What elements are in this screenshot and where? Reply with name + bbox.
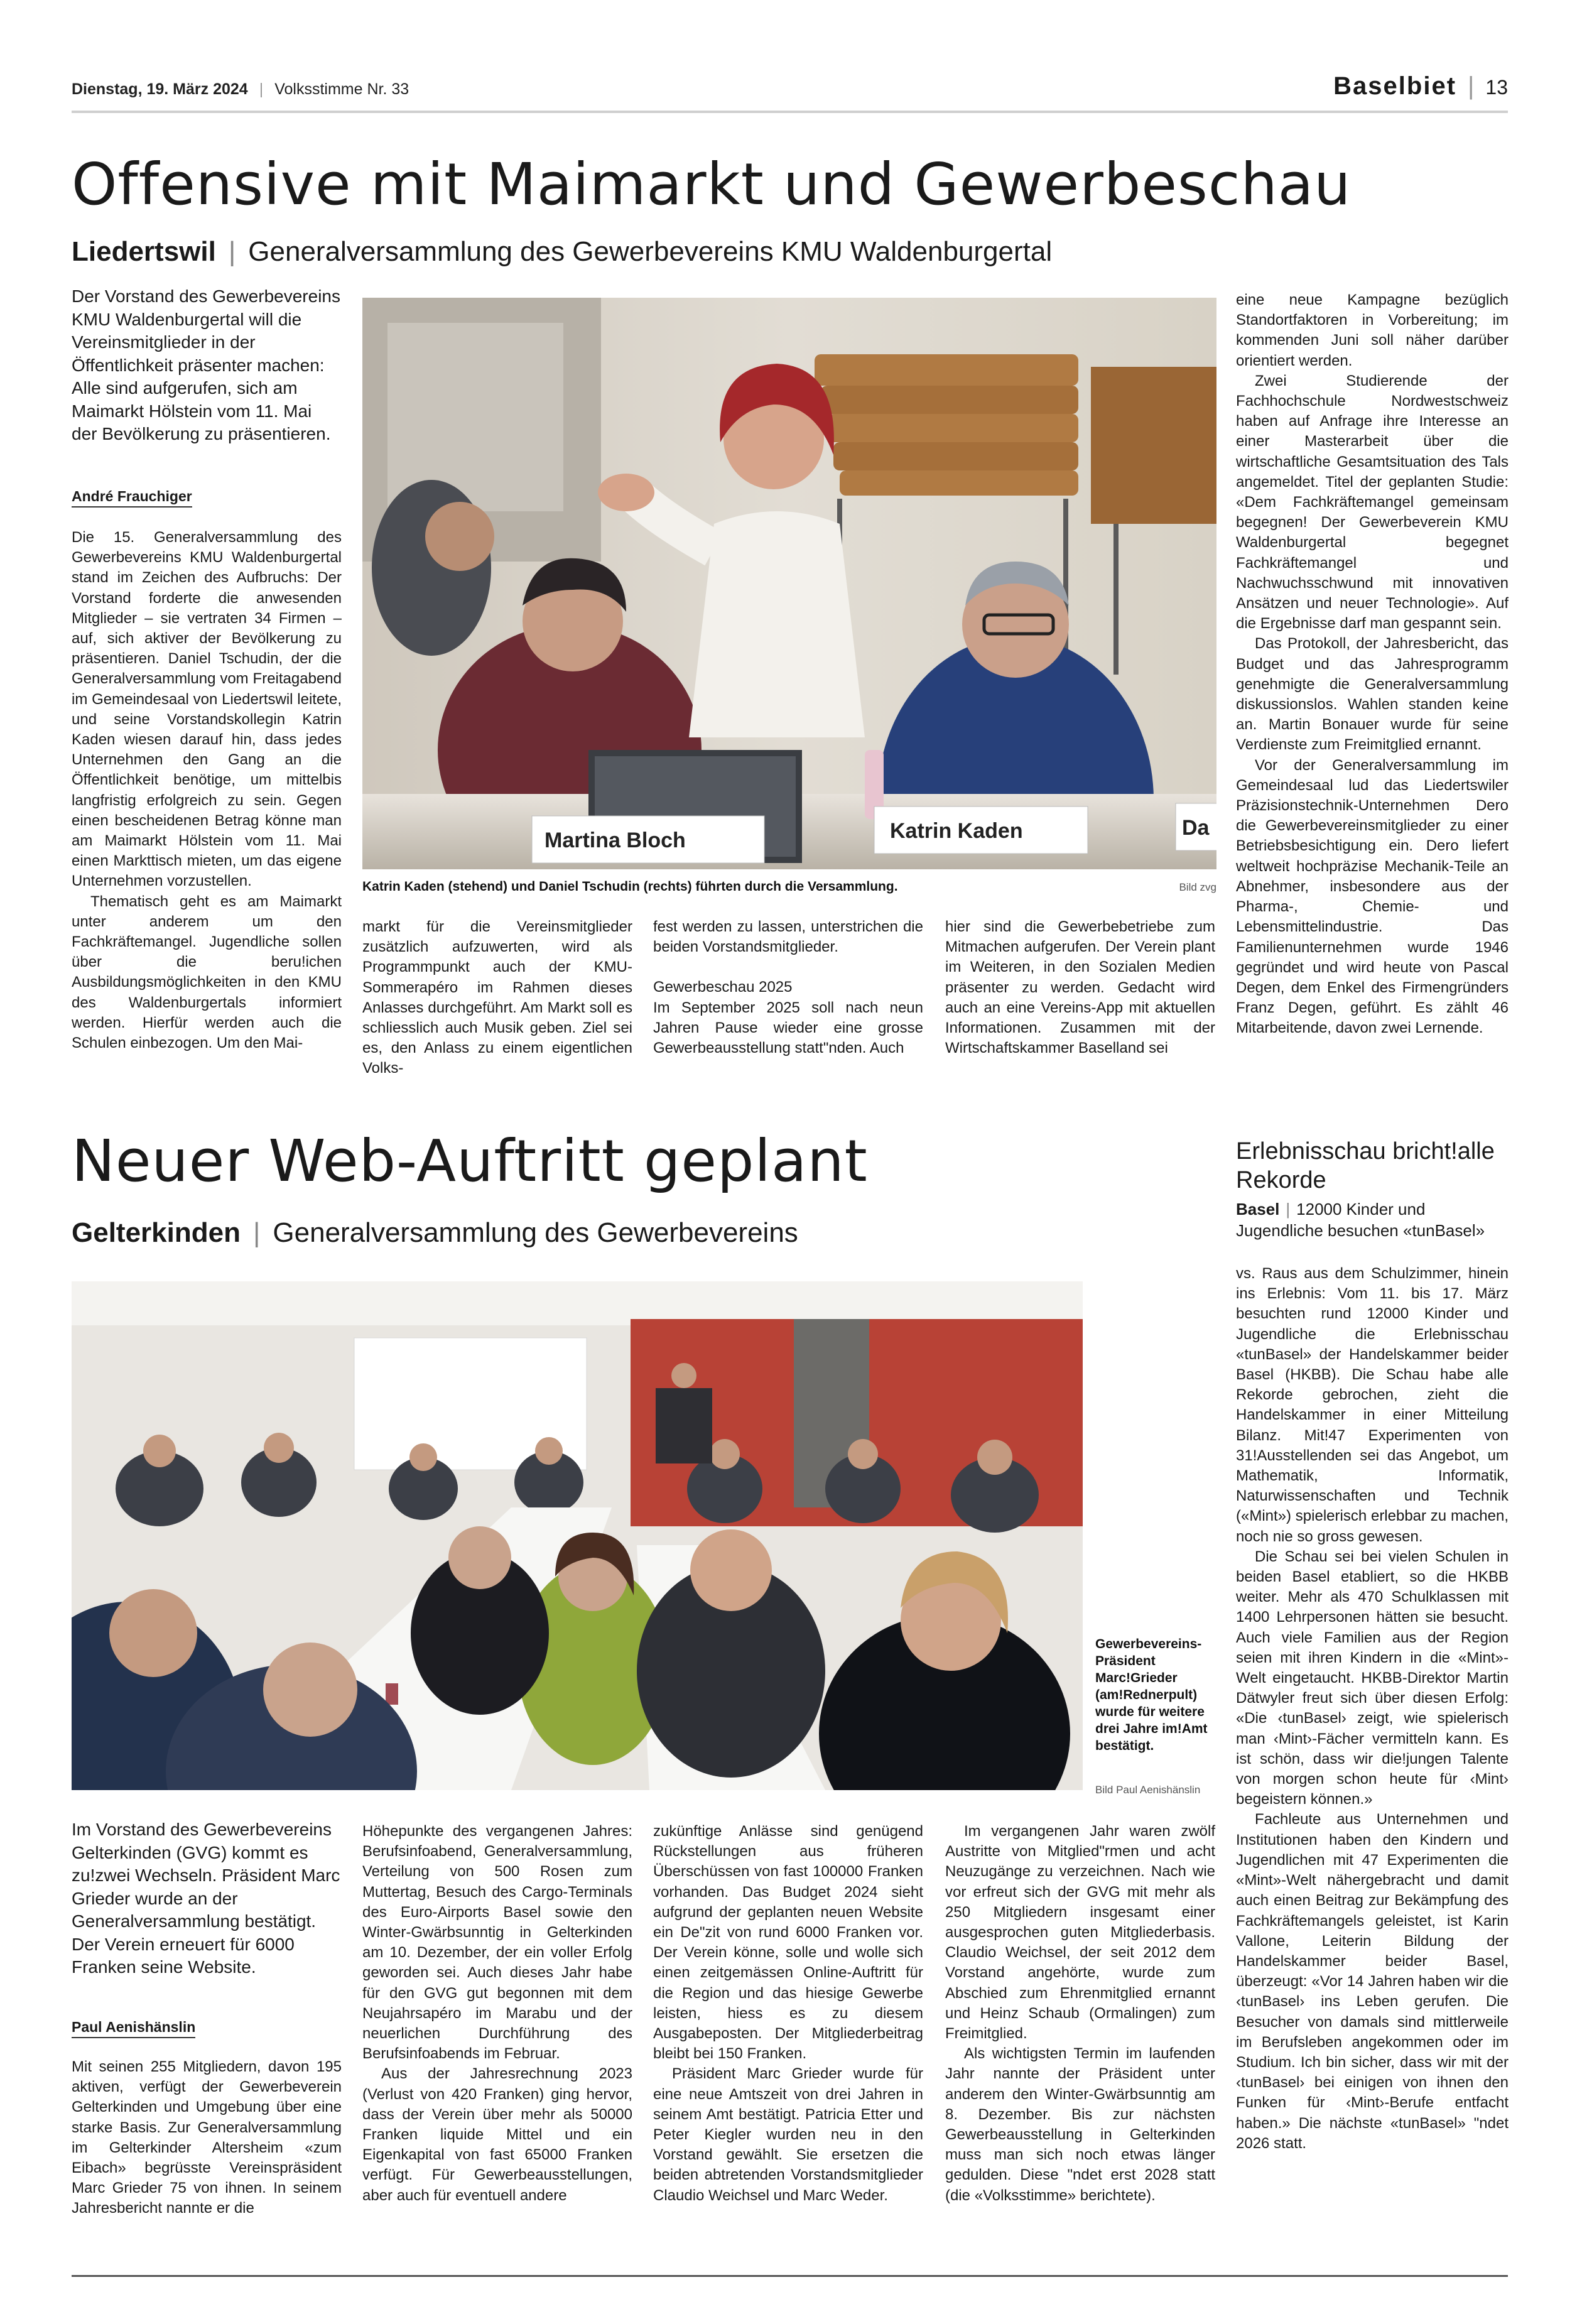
paragraph: Vor der Generalversammlung im Gemeindesaal lud das Liedertswiler Präzisionstechnik-Unternehmen Dero die Gewerbevereinsmitglieder zu einer Betriebsbesichtigung ein. Dero liefert weltweit hochpräzise Mechanik-Teile an Abnehmer, insbesondere aus der Pharma-, Chemie- und Lebensmittelindustrie. Das Familienunternehmen wurde 1946 gegründet und wird heute von Pascal Degen, dem Enkel des Firmengründers Franz Degen, geführt. Es zählt 46 Mitarbeitende, davon zwei Lernende.: [1236, 756, 1509, 1037]
paragraph: Höhepunkte des vergangenen Jahres: Berufsinfoabend, Generalversammlung, Verteilung von 500 Rosen zum Muttertag, Besuch des Cargo-Terminals des Euro-Airports Basel sowie den Winter-Gwärbsunntig in Gelterkinden am 10. Dezember, der ein voller Erfolg geworden sei. Auch dieses Jahr habe für den GVG gut begonnen mit dem Neujahrsapéro im Marabu und der neuerlichen Durchführung des Berufsinfoabends im Februar.: [362, 1823, 632, 2063]
article1-column-5: [1236, 290, 1509, 1039]
subheading: Gewerbeschau 2025: [653, 979, 793, 996]
article3-subheading: Basel | 12000 Kinder und Jugendliche besuchen «tunBasel»: [1236, 1200, 1485, 1240]
article2-author: Paul Aenishänslin: [72, 2019, 195, 2038]
paragraph: Die Schau sei bei vielen Schulen in beiden Basel etabliert, so die HKBB weiter. Mehr als 470 Schulklassen mit 1400 Lehrpersonen hätten sie besucht. Auch viele Familien aus der Region seien mit ihren Kindern in die «Mint»-Welt eingetaucht. HKBB-Direktor Martin Dätwyler freut sich über diesen Erfolg: «Die ‹tunBasel› zeigt, wie spielerisch man ‹Mint›-Fächer vermitteln kann. Es ist schön, dass wir die!jungen Talente von morgen schon heute für ‹Mint› begeistern können.»: [1236, 1548, 1509, 1808]
meeting-photo-image: [362, 298, 1216, 869]
section-name: Baselbiet: [1333, 72, 1457, 100]
article2-column-1: [72, 2057, 342, 2219]
paragraph: Die 15. Generalversammlung des Gewerbevereins KMU Waldenburgertal stand im Zeichen des Aufbruchs: Der Vorstand forderte die anwesenden Mitglieder – sie vertraten 34 Firmen – auf, sich aktiver der Bevölkerung zu präsentieren. Daniel Tschudin, der die Generalversammlung vom Freitagabend im Gemeindesaal von Liedertswil leitete, und seine Vorstandskollegin Katrin Kaden wiesen darauf hin, dass jedes Unternehmen den Gang an die Öffentlichkeit benötige, um mittelbis langfristig erfolgreich zu sein. Gegen einen bescheidenen Betrag könne man am Maimarkt Hölstein vom 11. Mai einen Markttisch mieten, um das eigene Unternehmen vorzustellen.: [72, 529, 342, 890]
article2-headline: Neuer Web-Auftritt geplant: [72, 1127, 868, 1195]
article1-photo-caption: Katrin Kaden (stehend) und Daniel Tschudin (rechts) führten durch die Versammlung.: [362, 879, 898, 894]
article2-subtitle: Generalversammlung des Gewerbevereins: [273, 1217, 798, 1248]
article1-column-3: [653, 917, 923, 1058]
paragraph: Im vergangenen Jahr waren zwölf Austritte von Mitglied"rmen und acht Neuzugänge zu verzeichnen. Nach wie vor erfreut sich der GVG mit mehr als 250 Mitgliedern insgesamt einer ausgesprochen guten Mitgliederbasis. Claudio Weichsel, der seit 2012 dem Vorstand angehörte, wurde zum Abschied zum Ehrenmitglied ernannt und Heinz Schaub (Ormalingen) zum Freimitglied.: [945, 1823, 1215, 2043]
article1-headline: Offensive mit Maimarkt und Gewerbeschau: [72, 151, 1352, 218]
paragraph: Thematisch geht es am Maimarkt unter anderem um den Fachkräftemangel. Jugendliche sollen über die beru!ichen Ausbildungsmöglichkeiten in den KMU des Waldenburgertals informiert werden. Hierfür werden auch die Schulen einbezogen. Um den Mai-: [72, 893, 342, 1052]
article2-photo-caption: Gewerbevereins-Präsident Marc!Grieder (am!Rednerpult) wurde für weitere drei Jahre im!Amt bestätigt.: [1095, 1637, 1208, 1753]
page-header-left: Dienstag, 19. März 2024 | Volksstimme Nr. 33: [72, 80, 409, 98]
article1-subheading: Liedertswil | Generalversammlung des Gewerbevereins KMU Waldenburgertal: [72, 236, 1053, 267]
article1-lead: Der Vorstand des Gewerbevereins KMU Waldenburgertal will die Vereinsmitglieder in der Öffentlichkeit präsenter machen: Alle sind aufgerufen, sich am Maimarkt Hölstein vom 11. Mai der Bevölkerung zu präsentieren.: [72, 286, 340, 443]
article1-column-4: [945, 917, 1215, 1058]
paragraph: Als wichtigsten Termin im laufenden Jahr nannte der Präsident unter anderem den Winter-Gwärbsunntig am 8. Dezember. Bis zur nächsten Gewerbeausstellung in Gelterkinden muss man sich noch etwas länger gedulden. Diese "ndet erst 2028 statt (die «Volksstimme» berichtete).: [945, 2045, 1215, 2204]
name-plate-2: Katrin Kaden: [890, 819, 1023, 843]
article2-column-2: [362, 1822, 632, 2206]
article2-location: Gelterkinden: [72, 1217, 241, 1248]
name-plate-3: Da: [1182, 816, 1210, 840]
article2-subheading: Gelterkinden | Generalversammlung des Gewerbevereins: [72, 1217, 798, 1248]
article3-body: [1236, 1264, 1509, 2154]
page-bottom-rule: [72, 2275, 1508, 2277]
article3-subtitle: 12000 Kinder und Jugendliche besuchen «tunBasel»: [1236, 1200, 1485, 1240]
name-plate-1: Martina Bloch: [544, 828, 686, 852]
page-number: 13: [1485, 76, 1508, 99]
header-rule: [72, 111, 1508, 113]
paragraph: eine neue Kampagne bezüglich Standortfaktoren in Vorbereitung; im kommenden Juni soll näher darüber orientiert werden.: [1236, 291, 1509, 369]
article1-column-1: [72, 528, 342, 1053]
article1-column-2: [362, 917, 632, 1079]
paragraph: Fachleute aus Unternehmen und Institutionen haben den Kindern und Jugendlichen mit 47 Experimenten die «Mint»-Welt nähergebracht und damit auch einen Beitrag zur Bekämpfung des Fachkräftemangels geleistet, ist Karin Vallone, Leiterin Bildung der Handelskammer beider Basel, überzeugt: «Vor 14 Jahren haben wir die ‹tunBasel› ins Leben gerufen. Die Besucher von damals sind mittlerweile im Berufsleben angekommen oder im Studium. Ich bin sicher, dass wir mit der ‹tunBasel› bei einigen von ihnen den Funken für ‹Mint›-Berufe entfacht haben.» Die nächste «tunBasel» "ndet 2026 statt.: [1236, 1811, 1509, 2152]
article3-location: Basel: [1236, 1200, 1280, 1219]
article2-column-4: [945, 1822, 1215, 2206]
paragraph: Im September 2025 soll nach neun Jahren Pause wieder eine grosse Gewerbeausstellung statt"nden. Auch: [653, 999, 923, 1057]
paragraph: Präsident Marc Grieder wurde für eine neue Amtszeit von drei Jahren in seinem Amt bestätigt. Patricia Etter und Peter Kiegler wurden neu in den Vorstand gewählt. Sie ersetzen die beiden abtretenden Vorstandsmitglieder Claudio Weichsel und Marc Weder.: [653, 2065, 923, 2204]
article2-photo-credit: Bild Paul Aenishänslin: [1095, 1784, 1201, 1796]
article1-location: Liedertswil: [72, 236, 216, 267]
article3-headline: Erlebnisschau bricht!alle Rekorde: [1236, 1138, 1495, 1193]
paragraph: vs. Raus aus dem Schulzimmer, hinein ins Erlebnis: Vom 11. bis 17. März besuchten rund 12000 Kinder und Jugendliche die Erlebnisschau «tunBasel» der Handelskammer beider Basel (HKBB). Die Schau habe alle Rekorde gebrochen, zieht die Handelskammer in einer Mitteilung Bilanz. Mit!47 Experimenten von 31!Ausstellenden sei das Angebot, um Mathematik, Informatik, Naturwissenschaften und Technik («Mint») spielerisch erlebbar zu machen, noch nie so gross gewesen.: [1236, 1265, 1509, 1545]
paragraph: Aus der Jahresrechnung 2023 (Verlust von 420 Franken) ging hervor, dass der Verein über mehr als 50000 Franken liquide Mittel und ein Eigenkapital von fast 65000 Franken verfügt. Für Gewerbeausstellungen, aber auch für eventuell andere: [362, 2065, 632, 2204]
article1-photo-credit: Bild zvg: [1179, 881, 1216, 893]
article1-subtitle: Generalversammlung des Gewerbevereins KMU Waldenburgertal: [248, 236, 1053, 267]
paragraph: hier sind die Gewerbebetriebe zum Mitmachen aufgerufen. Der Verein plant im Weiteren, in den Sozialen Medien präsenter zu werden. Gedacht wird auch an eine Vereins-App mit aktuellen Informationen. Zusammen mit der Wirtschaftskammer Baselland sei: [945, 918, 1215, 1057]
paragraph: markt für die Vereinsmitglieder zusätzlich aufzuwerten, wird als Programmpunkt auch der KMU-Sommerapéro im Rahmen dieses Anlasses durchgeführt. Am Markt soll es schliesslich auch Musik geben. Ziel sei es, den Anlass zu einem eigentlichen Volks-: [362, 918, 632, 1077]
article1-photo: [362, 298, 1216, 869]
paragraph: fest werden zu lassen, unterstrichen die beiden Vorstandsmitglieder.: [653, 918, 923, 956]
article2-column-3: [653, 1822, 923, 2206]
article1-author: André Frauchiger: [72, 488, 192, 508]
article2-photo: [72, 1281, 1083, 1790]
page-header-right: Baselbiet | 13: [1333, 72, 1508, 100]
article2-lead: Im Vorstand des Gewerbevereins Gelterkinden (GVG) kommt es zu!zwei Wechseln. Präsident Marc Grieder wurde an der Generalversammlung bestätigt. Der Verein erneuert für 6000 Franken seine Website.: [72, 1820, 340, 1977]
assembly-photo-image: [72, 1281, 1083, 1790]
paragraph: zukünftige Anlässe sind genügend Rückstellungen aus früheren Überschüssen von fast 100000 Franken vorhanden. Das Budget 2024 sieht aufgrund der geplanten neuen Website ein De"zit von rund 6000 Franken vor. Der Verein könne, solle und wolle sich einen zeitgemässen Online-Auftritt für die Region und das hiesige Gewerbe leisten, hiess es zu diesem Ausgabeposten. Der Mitgliederbeitrag bleibt bei 150 Franken.: [653, 1823, 923, 2063]
paragraph: Das Protokoll, der Jahresbericht, das Budget und das Jahresprogramm genehmigte die Generalversammlung diskussionslos. Wahlen standen keine an. Martin Bonauer wurde für seine Verdienste zum Freimitglied ernannt.: [1236, 635, 1509, 754]
issue-date: Dienstag, 19. März 2024: [72, 80, 248, 98]
paragraph: Zwei Studierende der Fachhochschule Nordwestschweiz haben auf Anfrage ihre Interesse an einer Masterarbeit über die wirtschaftliche Gesamtsituation des Tals angemeldet. Titel der geplanten Studie: «Dem Fachkräftemangel gemeinsam begegnen! Der Gewerbeverein KMU Waldenburgertal begegnet Fachkräftemangel und Nachwuchsschwund mit innovativen Ansätzen und neuer Technologie». Auf die Ergebnisse darf man gespannt sein.: [1236, 372, 1509, 633]
paragraph: Mit seinen 255 Mitgliedern, davon 195 aktiven, verfügt der Gewerbeverein Gelterkinden und Umgebung über eine starke Basis. Zur Generalversammlung im Gelterkinder Altersheim «zum Eibach» begrüsste Vereinspräsident Marc Grieder 75 von ihnen. In seinem Jahresbericht nannte er die: [72, 2058, 342, 2217]
issue-number: Volksstimme Nr. 33: [274, 80, 409, 98]
